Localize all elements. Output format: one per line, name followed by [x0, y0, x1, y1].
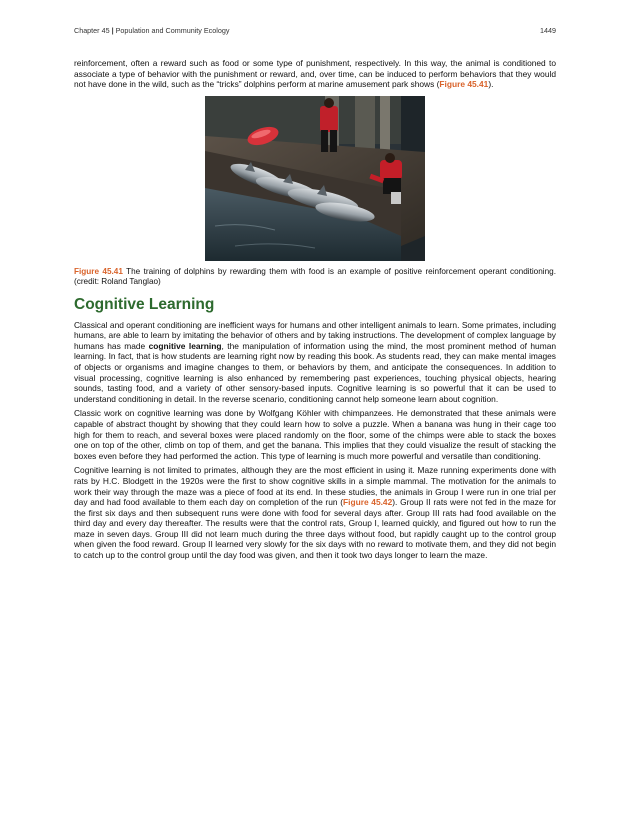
paragraph-3: [74, 465, 556, 560]
header-separator: |: [111, 26, 114, 35]
section-heading: Cognitive Learning: [74, 295, 215, 313]
figure-caption: [74, 267, 556, 288]
intro-paragraph: [74, 58, 556, 90]
paragraph-1: [74, 320, 556, 405]
para1-text: Classical and operant conditioning are inefficient ways for humans and other intelligent animals to learn. Some primates, including humans, are able to learn by imitating the behavior of others and by taking instructions. The development of complex language by humans has made: [74, 319, 556, 351]
dolphin-training-photo: [205, 96, 425, 261]
key-term: cognitive learning: [148, 340, 222, 351]
caption-text: The training of dolphins by rewarding them with food is an example of positive reinforcement operant conditioning. (credit: Roland Tanglao): [74, 266, 556, 287]
paragraph-2: Classic work on cognitive learning was done by Wolfgang Köhler with chimpanzees. He demonstrated that these animals were capable of abstract thought by showing that they could learn how to solve a puzzle. When a banana was hung in their cage too high for them to reach, and several boxes were placed randomly on the floor, some of the chimps were able to stack the boxes one on top of the other, climb on top of them, and get the banana. This implies that they could visualize the result of stacking the boxes even before they had performed the action. This type of learning is much more powerful and versatile than conditioning.: [74, 408, 556, 461]
chapter-prefix: Chapter 45: [74, 26, 110, 35]
page-number: 1449: [540, 26, 556, 35]
para3-text-end: ). Group II rats were not fed in the maze for the first six days and then subsequent runs were done with food for several days after. Group III rats had food available on the third day and every day thereafter. The results were that the control rats, Group I, learned quickly, and figured out how to run the maze in seven days. Group III did not learn much during the three days without food, but rapidly caught up to the control group when given the food reward. Group II learned very slowly for the six days with no reward to motivate them, and they did not begin to catch up to the control group until the day food was given, and then it took two days longer to learn the maze.: [74, 497, 556, 561]
figure-45-41-link[interactable]: Figure 45.41: [439, 79, 489, 90]
para1-text-end: , the manipulation of information using the mind, the most prominent method of human learning. In fact, that is how students are learning right now by reading this book. As students read, they can make mental images of objects or organisms and imagine changes to them, or behaviors by them, and anticipate the consequences. In addition to visual processing, cognitive learning is also enhanced by remembering past experiences, touching physical objects, hearing sounds, tasting food, and a variety of other sensory-based inputs. Cognitive learning is so powerful that it can be used to understand conditioning in detail. In the reverse scenario, conditioning cannot help someone learn about cognition.: [74, 340, 557, 404]
figure-label: Figure 45.41: [74, 266, 123, 276]
figure-45-41: [74, 96, 556, 261]
running-header: [74, 26, 556, 35]
intro-text: reinforcement, often a reward such as food or some type of punishment, respectively. In this way, the animal is conditioned to associate a type of behavior with the punishment or reward, and, over time, can be induced to perform behaviors that they would not have done in the wild, such as the “tricks” dolphins perform at marine amusement park shows (: [74, 58, 556, 90]
figure-45-42-link[interactable]: Figure 45.42: [343, 497, 393, 508]
para3-text: Cognitive learning is not limited to primates, although they are the most efficient in using it. Maze running experiments done with rats by H.C. Blodgett in the 1920s were the first to show cognitive skills in a simple mammal. The motivation for the animals to work their way through the maze was a piece of food at its end. In these studies, the animals in Group I were run in one trial per day and had food available to them each day on completion of the run (: [74, 465, 556, 508]
page-content: [74, 58, 556, 565]
chapter-title: Population and Community Ecology: [115, 26, 230, 35]
intro-text-end: ).: [488, 79, 494, 90]
